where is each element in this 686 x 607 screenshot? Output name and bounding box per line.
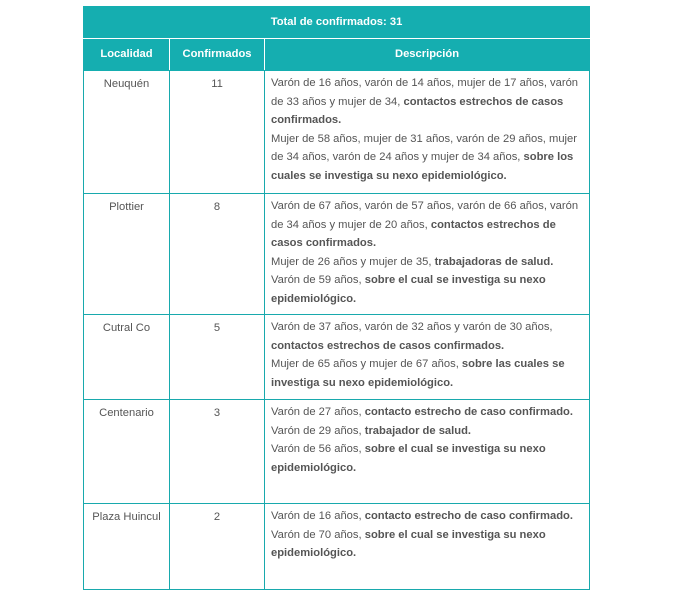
cell-locality: Plaza Huincul [84,504,170,590]
header-locality: Localidad [84,39,170,71]
description-text: Mujer de 65 años y mujer de 67 años, [271,358,462,370]
description-text: Varón de 27 años, [271,406,365,418]
description-line [271,526,583,563]
table-row [84,194,590,315]
description-bold-text: trabajador de salud. [364,424,472,437]
description-line [271,422,583,441]
cell-locality: Centenario [84,400,170,504]
description-bold-text: sobre el cual se investiga su nexo epidemiológico. [271,443,546,474]
table-row [84,71,590,194]
description-text: Mujer de 58 años, mujer de 31 años, varón de 29 años, mujer de 34 años, varón de 24 años y mujer de 34 años, [271,132,577,163]
cell-description [265,315,590,400]
description-line [271,403,583,422]
description-bold-text: sobre los cuales se investiga su nexo epidemiológico. [271,151,574,182]
description-line [271,355,583,392]
confirmed-cases-table [83,6,590,590]
table-row [84,315,590,400]
description-bold-text: contacto estrecho de caso confirmado. [364,510,573,522]
description-text: Varón de 29 años, [271,424,365,437]
cell-confirmed: 8 [170,194,265,315]
description-bold-text: contactos estrechos de casos confirmados. [271,218,556,249]
header-description: Descripción [265,39,590,71]
description-text: Varón de 67 años, varón de 57 años, varón de 66 años, varón de 34 años y mujer de 20 años, [271,200,579,231]
cell-confirmed: 11 [170,71,265,194]
cell-confirmed: 5 [170,315,265,400]
description-text: Varón de 16 años, varón de 14 años, mujer de 17 años, varón de 33 años y mujer de 34, [271,77,579,108]
description-bold-text: contactos estrechos de casos confirmados. [271,95,564,126]
description-text: Varón de 59 años, [271,274,365,286]
description-bold-text: sobre el cual se investiga su nexo epidemiológico. [271,528,546,559]
table-header-row [84,39,590,71]
description-text: Varón de 16 años, [271,510,365,522]
cell-description [265,194,590,315]
description-line [271,440,583,477]
description-text: Varón de 70 años, [271,528,365,541]
description-line [271,318,583,355]
cell-locality: Plottier [84,194,170,315]
cell-description [265,400,590,504]
description-text: Varón de 56 años, [271,443,365,455]
description-bold-text: sobre el cual se investiga su nexo epidemiológico. [271,274,546,305]
cell-locality: Cutral Co [84,315,170,400]
description-line [271,74,583,130]
description-bold-text: contactos estrechos de casos confirmados. [271,339,505,352]
table-title: Total de confirmados: 31 [84,7,590,39]
description-line [271,130,583,186]
description-bold-text: sobre las cuales se investiga su nexo epidemiológico. [271,358,565,389]
description-line [271,197,583,253]
description-line [271,271,583,308]
cell-confirmed: 3 [170,400,265,504]
description-bold-text: contacto estrecho de caso confirmado. [364,406,573,418]
description-text: Mujer de 26 años y mujer de 35, [271,255,435,268]
description-line [271,253,583,272]
description-bold-text: trabajadoras de salud. [434,255,554,268]
confirmed-cases-table-container [83,6,589,590]
table-title-row [84,7,590,39]
description-text: Varón de 37 años, varón de 32 años y varón de 30 años, [271,321,553,333]
cell-description [265,504,590,590]
description-line [271,507,583,526]
cell-description [265,71,590,194]
header-confirmed: Confirmados [170,39,265,71]
cell-locality: Neuquén [84,71,170,194]
table-row [84,504,590,590]
table-row [84,400,590,504]
cell-confirmed: 2 [170,504,265,590]
